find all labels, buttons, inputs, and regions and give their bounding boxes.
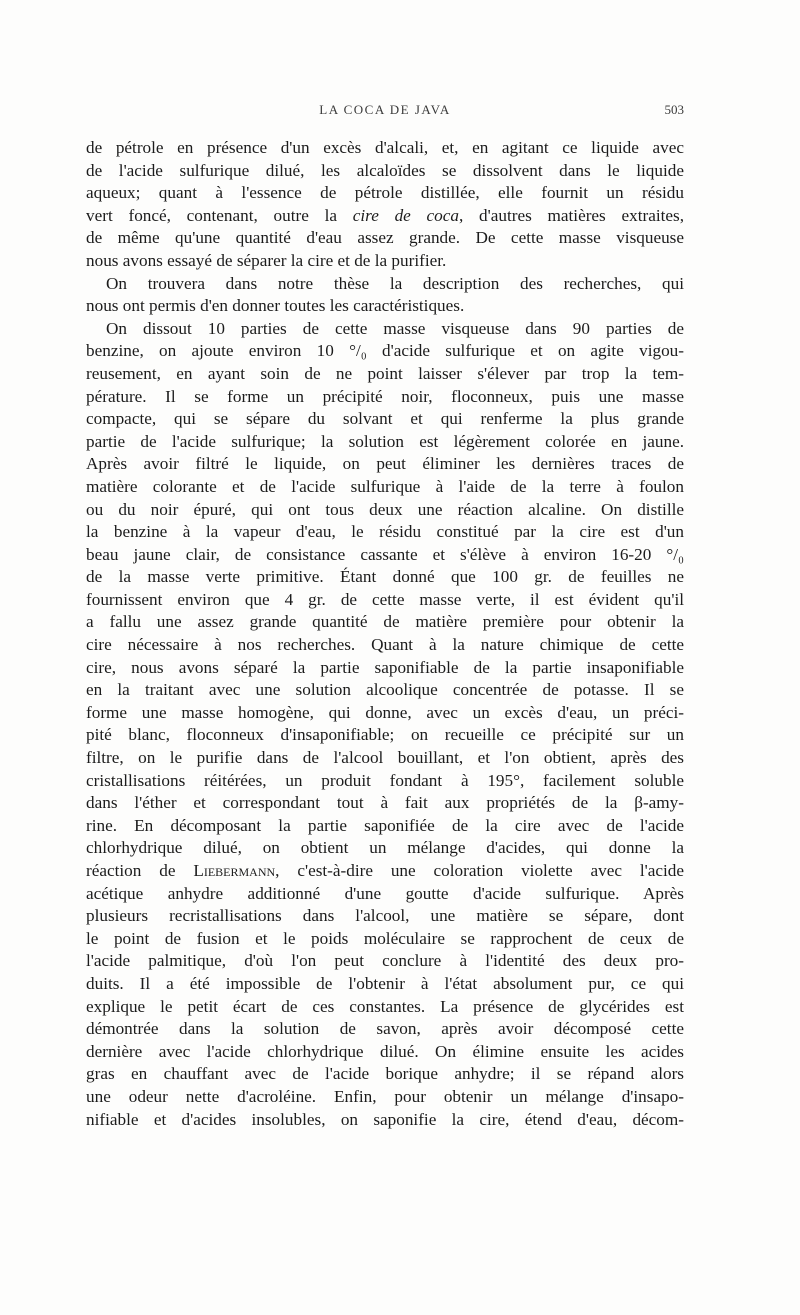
- text-line: plusieurs recristallisations dans l'alcool, une matière se sépare, dont: [86, 906, 684, 926]
- text-line: cristallisations réitérées, un produit fondant à 195°, facilement soluble: [86, 770, 684, 790]
- text-line: forme une masse homogène, qui donne, avec un excès d'eau, un préci-: [86, 702, 684, 722]
- text-line: matière colorante et de l'acide sulfurique à l'aide de la terre à foulon: [86, 476, 684, 496]
- text-line: cire, nous avons séparé la partie saponifiable de la partie insaponifiable: [86, 657, 684, 677]
- text-line: une odeur nette d'acroléine. Enfin, pour obtenir un mélange d'insapo-: [86, 1086, 684, 1106]
- text-line: beau jaune clair, de consistance cassante et s'élève à environ 16-20 °/₀: [86, 544, 684, 564]
- text-line: de même qu'une quantité d'eau assez grande. De cette masse visqueuse: [86, 228, 684, 248]
- text-line: compacte, qui se sépare du solvant et qui renferme la plus grande: [86, 409, 684, 429]
- text-line: en la traitant avec une solution alcoolique concentrée de potasse. Il se: [86, 680, 684, 700]
- text-line: pérature. Il se forme un précipité noir, floconneux, puis une masse: [86, 386, 684, 406]
- text-line: [86, 205, 684, 228]
- text-line: ou du noir épuré, qui ont tous deux une réaction alcaline. On distille: [86, 499, 684, 519]
- text-line: aqueux; quant à l'essence de pétrole distillée, elle fournit un résidu: [86, 183, 684, 203]
- text-line: le point de fusion et le poids moléculaire se rapprochent de ceux de: [86, 928, 684, 948]
- text-run: vert foncé, contenant, outre la: [86, 205, 353, 225]
- text-line: fournissent environ que 4 gr. de cette masse verte, il est évident qu'il: [86, 589, 684, 609]
- text-run: , d'autres matières extraites,: [459, 205, 684, 225]
- text-line: de l'acide sulfurique dilué, les alcaloïdes se dissolvent dans le liquide: [86, 160, 684, 180]
- text-line: dernière avec l'acide chlorhydrique dilué. On élimine ensuite les acides: [86, 1041, 684, 1061]
- text-line: démontrée dans la solution de savon, après avoir décomposé cette: [86, 1019, 684, 1039]
- body-text: [86, 137, 684, 1131]
- text-line: filtre, on le purifie dans de l'alcool bouillant, et l'on obtient, après des: [86, 748, 684, 768]
- text-line: a fallu une assez grande quantité de matière première pour obtenir la: [86, 612, 684, 632]
- text-line: de la masse verte primitive. Étant donné que 100 gr. de feuilles ne: [86, 567, 684, 587]
- text-line: rine. En décomposant la partie saponifiée de la cire avec de l'acide: [86, 815, 684, 835]
- text-line: On trouvera dans notre thèse la description des recherches, qui: [106, 273, 684, 293]
- running-header: [86, 102, 684, 122]
- text-line: explique le petit écart de ces constantes. La présence de glycérides est: [86, 996, 684, 1016]
- text-run: réaction de: [86, 861, 194, 880]
- text-line: dans l'éther et correspondant tout à fait aux propriétés de la β-amy-: [86, 793, 684, 813]
- running-title: LA COCA DE JAVA: [319, 102, 451, 117]
- text-run: , c'est-à-dire une coloration violette avec l'acide: [275, 861, 684, 880]
- text-line: On dissout 10 parties de cette masse visqueuse dans 90 parties de: [106, 318, 684, 338]
- text-line: benzine, on ajoute environ 10 °/₀ d'acide sulfurique et on agite vigou-: [86, 341, 684, 361]
- text-line: pité blanc, floconneux d'insaponifiable; on recueille ce précipité sur un: [86, 725, 684, 745]
- text-line: nous ont permis d'en donner toutes les caractéristiques.: [86, 296, 465, 316]
- text-line: gras en chauffant avec de l'acide borique anhydre; il se répand alors: [86, 1064, 684, 1084]
- text-line: reusement, en ayant soin de ne point laisser s'élever par trop la tem-: [86, 363, 684, 383]
- italic-term: cire de coca: [352, 205, 459, 225]
- text-line: partie de l'acide sulfurique; la solution est légèrement colorée en jaune.: [86, 431, 684, 451]
- text-line: nifiable et d'acides insolubles, on saponifie la cire, étend d'eau, décom-: [86, 1109, 684, 1129]
- text-line: [86, 860, 684, 883]
- text-line: de pétrole en présence d'un excès d'alcali, et, en agitant ce liquide avec: [86, 138, 684, 157]
- text-line: chlorhydrique dilué, on obtient un mélange d'acides, qui donne la: [86, 838, 684, 858]
- text-line: duits. Il a été impossible de l'obtenir à l'état absolument pur, ce qui: [86, 973, 684, 993]
- text-line: Après avoir filtré le liquide, on peut éliminer les dernières traces de: [86, 454, 684, 474]
- text-line: nous avons essayé de séparer la cire et de la purifier.: [86, 250, 447, 270]
- text-line: la benzine à la vapeur d'eau, le résidu constitué par la cire est d'un: [86, 522, 684, 542]
- page-number: 503: [664, 102, 684, 117]
- text-line: cire nécessaire à nos recherches. Quant à la nature chimique de cette: [86, 635, 684, 655]
- text-line: l'acide palmitique, d'où l'on peut conclure à l'identité des deux pro-: [86, 951, 684, 971]
- text-line: acétique anhydre additionné d'une goutte d'acide sulfurique. Après: [86, 883, 684, 903]
- author-name: Liebermann: [193, 861, 276, 880]
